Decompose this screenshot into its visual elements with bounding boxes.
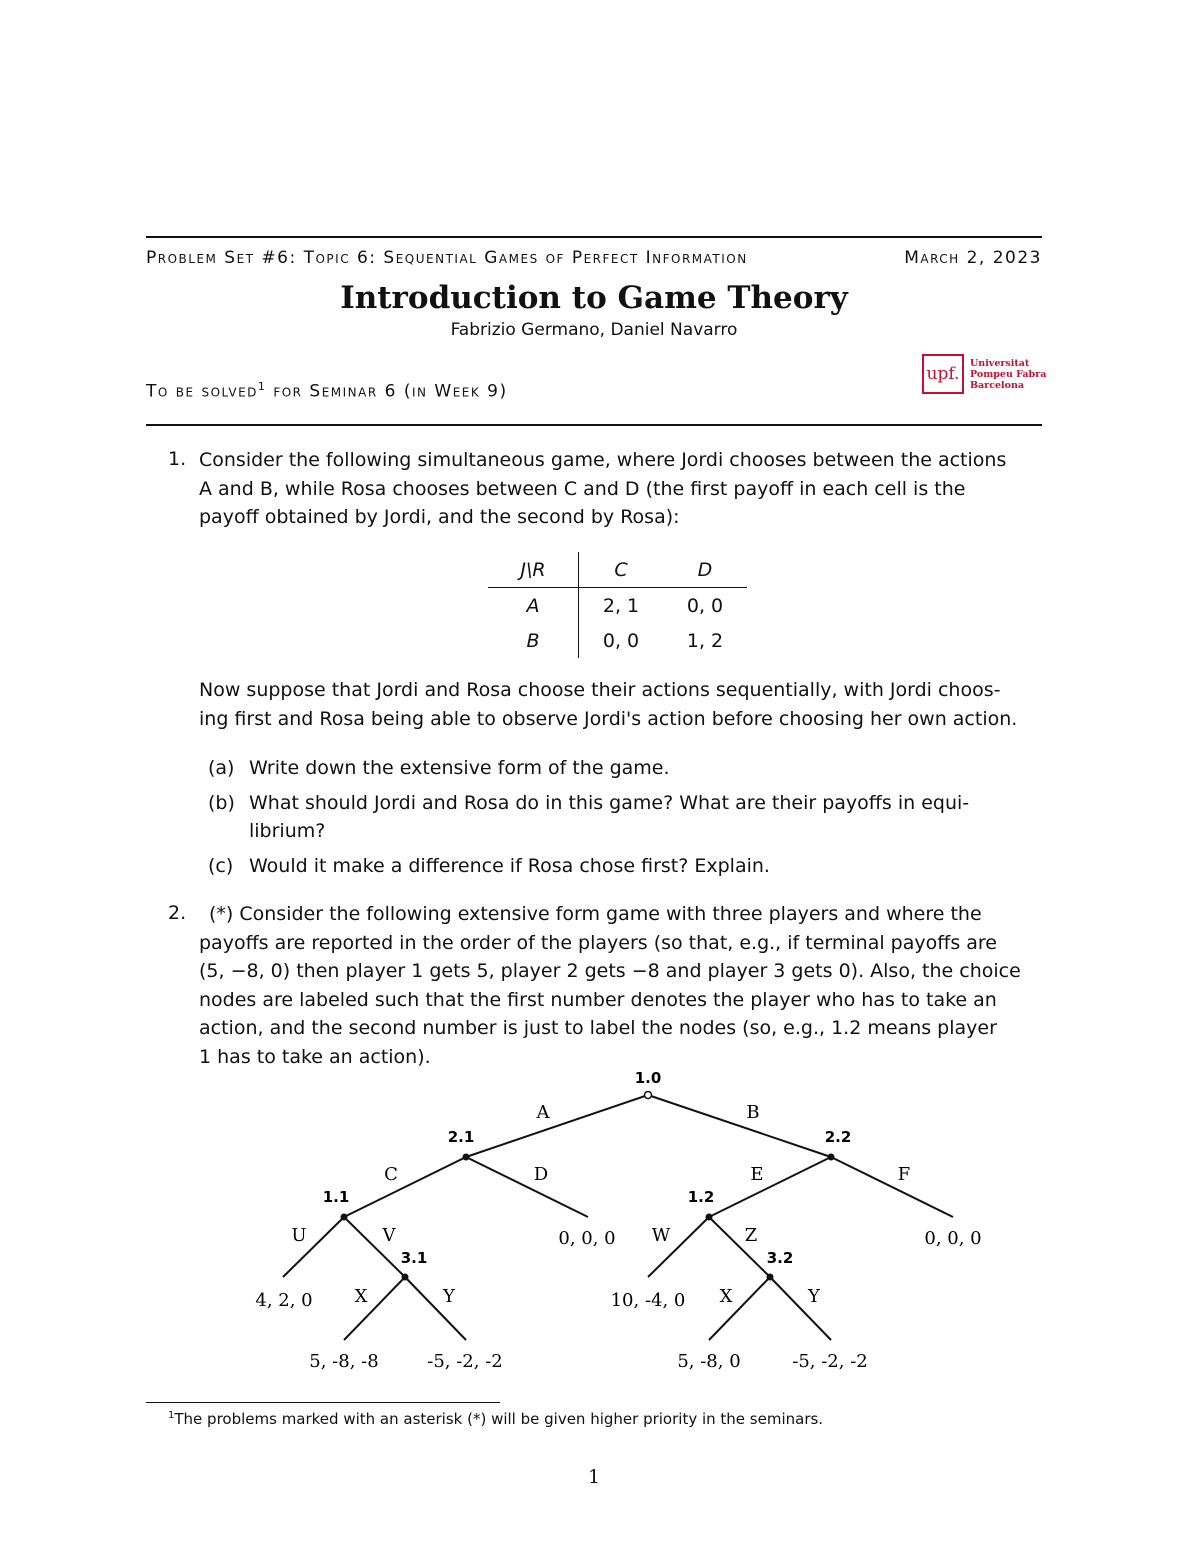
tree-edge xyxy=(344,1217,405,1277)
payoff-label: 5, -8, 0 xyxy=(677,1351,741,1372)
text-line: Now suppose that Jordi and Rosa choose their actions sequentially, with Jordi choos- xyxy=(199,679,1001,701)
text-line: Would it make a difference if Rosa chose first? Explain. xyxy=(249,855,770,877)
node-label: 2.1 xyxy=(447,1128,475,1146)
logo-line: Pompeu Fabra xyxy=(970,368,1047,380)
action-label: F xyxy=(897,1164,911,1185)
payoff-label: 0, 0, 0 xyxy=(558,1228,616,1249)
tree-edge xyxy=(344,1157,466,1217)
row-header: B xyxy=(488,623,579,658)
table-cell: 1, 2 xyxy=(686,629,724,652)
table-cell: 2, 1 xyxy=(602,594,640,617)
logo-mark: upf. xyxy=(922,354,964,394)
footnote xyxy=(168,1410,823,1428)
text-line: 1 has to take an action). xyxy=(199,1045,431,1068)
tree-edge xyxy=(648,1095,831,1157)
tree-edge xyxy=(831,1157,953,1217)
action-label: V xyxy=(382,1225,396,1246)
header-date: March 2, 2023 xyxy=(904,248,1042,268)
tree-node-dot xyxy=(767,1274,774,1281)
subtitle-text-rest: for Seminar 6 (in Week 9) xyxy=(266,381,508,402)
tree-node-dot xyxy=(706,1214,713,1221)
action-label: Y xyxy=(443,1286,455,1307)
authors: Fabrizio Germano, Daniel Navarro xyxy=(450,320,738,340)
tree-edge xyxy=(344,1277,405,1340)
action-label: C xyxy=(384,1164,398,1185)
text-line: nodes are labeled such that the first number denotes the player who has to take an xyxy=(199,988,997,1011)
footnote-text: The problems marked with an asterisk (*) will be given higher priority in the seminars. xyxy=(174,1410,824,1428)
payoff-label: -5, -2, -2 xyxy=(427,1351,503,1372)
tree-edge xyxy=(466,1157,588,1217)
question-number: 1. xyxy=(168,448,187,470)
page-number: 1 xyxy=(587,1466,601,1488)
action-label: D xyxy=(533,1164,549,1185)
node-label: 1.0 xyxy=(634,1069,662,1087)
text-line: What should Jordi and Rosa do in this game? What are their payoffs in equi- xyxy=(249,792,970,814)
node-label: 1.2 xyxy=(687,1188,715,1206)
text-line: Consider the following simultaneous game, where Jordi chooses between the actions xyxy=(199,449,1007,471)
payoff-label: 10, -4, 0 xyxy=(610,1290,686,1311)
tree-edge xyxy=(770,1277,831,1340)
text-line: librium? xyxy=(249,820,326,842)
footnote-rule xyxy=(146,1402,500,1403)
action-label: A xyxy=(536,1102,550,1123)
table-corner: J\R xyxy=(488,552,579,588)
table-cell: 0, 0 xyxy=(602,629,640,652)
text-line: ing first and Rosa being able to observe Jordi's action before choosing her own action. xyxy=(199,707,1018,730)
subtitle-text: To be solved xyxy=(146,381,258,402)
part-label: (b) xyxy=(208,792,235,814)
text-line: payoff obtained by Jordi, and the second by Rosa): xyxy=(199,506,680,528)
table-cell: 0, 0 xyxy=(686,594,724,617)
action-label: E xyxy=(750,1164,764,1185)
question-number: 2. xyxy=(168,902,187,924)
tree-edge xyxy=(709,1277,770,1340)
action-label: B xyxy=(746,1102,760,1123)
row-header: A xyxy=(488,588,579,624)
logo-line: Barcelona xyxy=(970,379,1025,391)
tree-root-node xyxy=(645,1092,652,1099)
part-label: (c) xyxy=(208,855,234,877)
subtitle-footnote-mark: 1 xyxy=(257,380,267,393)
text-line: action, and the second number is just to label the nodes (so, e.g., 1.2 means player xyxy=(199,1017,997,1039)
text-line: payoffs are reported in the order of the players (so that, e.g., if terminal payoffs are xyxy=(199,931,997,954)
action-label: X xyxy=(719,1286,733,1307)
text-line: A and B, while Rosa chooses between C and D (the first payoff in each cell is the xyxy=(199,477,966,500)
payoff-label: -5, -2, -2 xyxy=(792,1351,868,1372)
header-course-topic: Problem Set #6: Topic 6: Sequential Games of Perfect Information xyxy=(146,248,748,268)
action-label: W xyxy=(651,1225,671,1246)
node-label: 1.1 xyxy=(322,1188,350,1206)
action-label: Z xyxy=(744,1225,758,1246)
tree-edge xyxy=(709,1217,770,1277)
payoff-label: 0, 0, 0 xyxy=(924,1228,982,1249)
action-label: X xyxy=(354,1286,368,1307)
tree-node-dot xyxy=(341,1214,348,1221)
tree-edge xyxy=(709,1157,831,1217)
logo-line: Universitat xyxy=(970,357,1030,369)
column-header: C xyxy=(579,552,664,588)
footnote-mark: 1 xyxy=(168,1410,175,1421)
page-title: Introduction to Game Theory xyxy=(340,280,848,316)
text-line: Write down the extensive form of the game. xyxy=(249,757,670,779)
node-label: 3.2 xyxy=(766,1249,794,1267)
tree-edge xyxy=(466,1095,648,1157)
tree-node-dot xyxy=(828,1154,835,1161)
action-label: U xyxy=(291,1225,307,1246)
tree-node-dot xyxy=(463,1154,470,1161)
payoff-label: 5, -8, -8 xyxy=(309,1351,379,1372)
tree-node-dot xyxy=(402,1274,409,1281)
part-label: (a) xyxy=(208,757,235,779)
text-line: (5, −8, 0) then player 1 gets 5, player 2 gets −8 and player 3 gets 0). Also, the choice xyxy=(199,960,1021,982)
text-line: (*) Consider the following extensive form game with three players and where the xyxy=(209,903,982,925)
node-label: 2.2 xyxy=(824,1128,852,1146)
action-label: Y xyxy=(808,1286,820,1307)
column-header: D xyxy=(663,552,747,588)
payoff-label: 4, 2, 0 xyxy=(255,1290,313,1311)
node-label: 3.1 xyxy=(400,1249,428,1267)
tree-edge xyxy=(405,1277,466,1340)
